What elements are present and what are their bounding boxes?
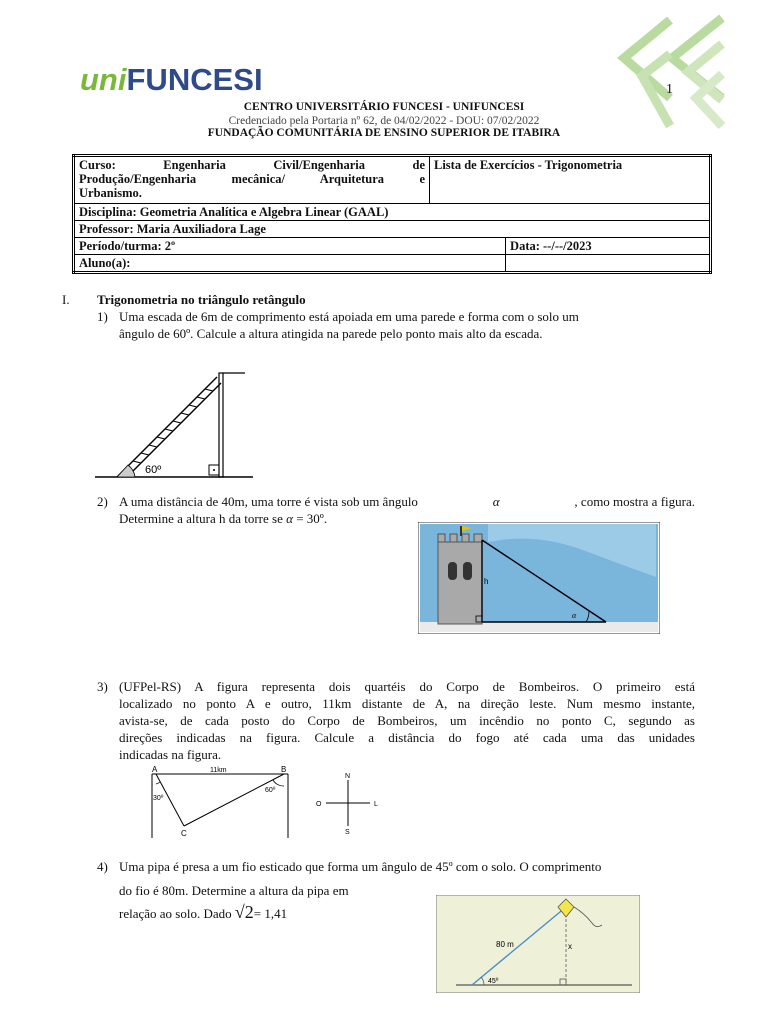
- aluno-cell: Aluno(a):: [74, 255, 506, 273]
- tower-alpha-label: α: [572, 611, 577, 620]
- curso-line-3: Urbanismo.: [79, 186, 142, 200]
- foundation-name: FUNDAÇÃO COMUNITÁRIA DE ENSINO SUPERIOR DE ITABIRA: [207, 127, 561, 139]
- station-a-label: A: [152, 765, 158, 774]
- q4-line-3: [119, 904, 287, 922]
- logo-text-uni: uni: [80, 62, 127, 97]
- logo-text-funcesi: FUNCESI: [126, 62, 263, 97]
- angle-a-label: 30º: [153, 795, 164, 802]
- kite-figure: [436, 895, 640, 993]
- q4-line-1: Uma pipa é presa a um fio esticado que forma um ângulo de 45º com o solo. O comprimento: [119, 859, 602, 874]
- q4-number: 4): [97, 859, 108, 874]
- institution-name: CENTRO UNIVERSITÁRIO FUNCESI - UNIFUNCESI: [243, 101, 525, 113]
- q3-line-1: (UFPel-RS) A figura representa dois quartéis do Corpo de Bombeiros. O primeiro está: [119, 679, 695, 694]
- q1-line-1: Uma escada de 6m de comprimento está apoiada em uma parede e forma com o solo um: [119, 309, 579, 324]
- q2-line-2b: = 30º.: [296, 511, 328, 526]
- q4-sqrt: √2: [234, 902, 254, 922]
- compass-o-label: O: [316, 801, 322, 808]
- disciplina-cell: Disciplina: Geometria Analítica e Algebra Linear (GAAL): [74, 204, 711, 221]
- q3-line-4: direções indicadas na figura. Calcule a distância do fogo até cada uma das unidades: [119, 730, 695, 745]
- q4-line-3a: relação ao solo. Dado: [119, 906, 232, 921]
- kite-angle-label: 45º: [488, 978, 499, 985]
- kite-x-label: x: [568, 942, 572, 951]
- angle-b-label: 60º: [265, 787, 276, 794]
- q3-number: 3): [97, 679, 108, 694]
- tower-figure: [418, 522, 660, 634]
- station-b-label: B: [281, 765, 287, 774]
- q4-line-3b: = 1,41: [253, 906, 288, 921]
- ladder-angle-label: 60º: [145, 464, 162, 476]
- q1-text: [119, 308, 695, 342]
- tower-h-label: h: [484, 577, 489, 586]
- course-info-table: [72, 154, 712, 274]
- q1-number: 1): [97, 309, 108, 324]
- lista-cell: Lista de Exercícios - Trigonometria: [430, 156, 711, 204]
- q1-line-2: ângulo de 60º. Calcule a altura atingida na parede pelo ponto mais alto da escada.: [119, 326, 543, 341]
- unifuncesi-logo: [80, 62, 263, 98]
- kite-length-label: 80 m: [496, 940, 514, 949]
- q2-alpha-1: α: [492, 494, 500, 509]
- q2-line-2a: Determine a altura h da torre se: [119, 511, 283, 526]
- ladder-figure: [95, 365, 255, 480]
- q3-text: [119, 678, 695, 763]
- curso-line-1: Curso: Engenharia Civil/Engenharia de: [79, 158, 425, 172]
- distance-label: 11km: [210, 767, 227, 774]
- data-cell: Data: --/--/2023: [506, 238, 711, 255]
- curso-cell: [74, 156, 430, 204]
- q3-line-2: localizado no ponto A e outro, 11km distante de A, na direção leste. Num mesmo instante,: [119, 696, 695, 711]
- professor-cell: Professor: Maria Auxiliadora Lage: [74, 221, 711, 238]
- compass-l-label: L: [374, 801, 378, 808]
- compass-n-label: N: [345, 773, 351, 780]
- q3-line-5: indicadas na figura.: [119, 747, 222, 762]
- page-number: 1: [666, 82, 673, 97]
- section-number: I.: [62, 292, 70, 307]
- q4-line-2: do fio é 80m. Determine a altura da pipa em: [119, 883, 349, 898]
- aluno-blank-cell: [506, 255, 711, 273]
- compass-s-label: S: [345, 829, 350, 836]
- fire-stations-figure: [140, 764, 300, 840]
- q2-number: 2): [97, 494, 108, 509]
- compass-icon: [312, 770, 384, 836]
- accreditation-line: Credenciado pela Portaria nº 62, de 04/02/2022 - DOU: 07/02/2022: [228, 115, 540, 127]
- fire-c-label: C: [181, 829, 187, 838]
- q2-alpha-2: α: [286, 511, 293, 526]
- q2-line-1a: A uma distância de 40m, uma torre é vista sob um ângulo: [119, 494, 418, 509]
- q3-line-3: avista-se, de cada posto do Corpo de Bombeiros, um incêndio no ponto C, segundo as: [119, 713, 695, 728]
- q2-line-1: [119, 493, 695, 510]
- q2-line-1b: , como mostra a figura.: [574, 494, 695, 509]
- section-title: Trigonometria no triângulo retângulo: [97, 292, 306, 307]
- curso-line-2: Produção/Engenharia mecânica/ Arquitetura e: [79, 172, 425, 186]
- periodo-cell: Período/turma: 2º: [74, 238, 506, 255]
